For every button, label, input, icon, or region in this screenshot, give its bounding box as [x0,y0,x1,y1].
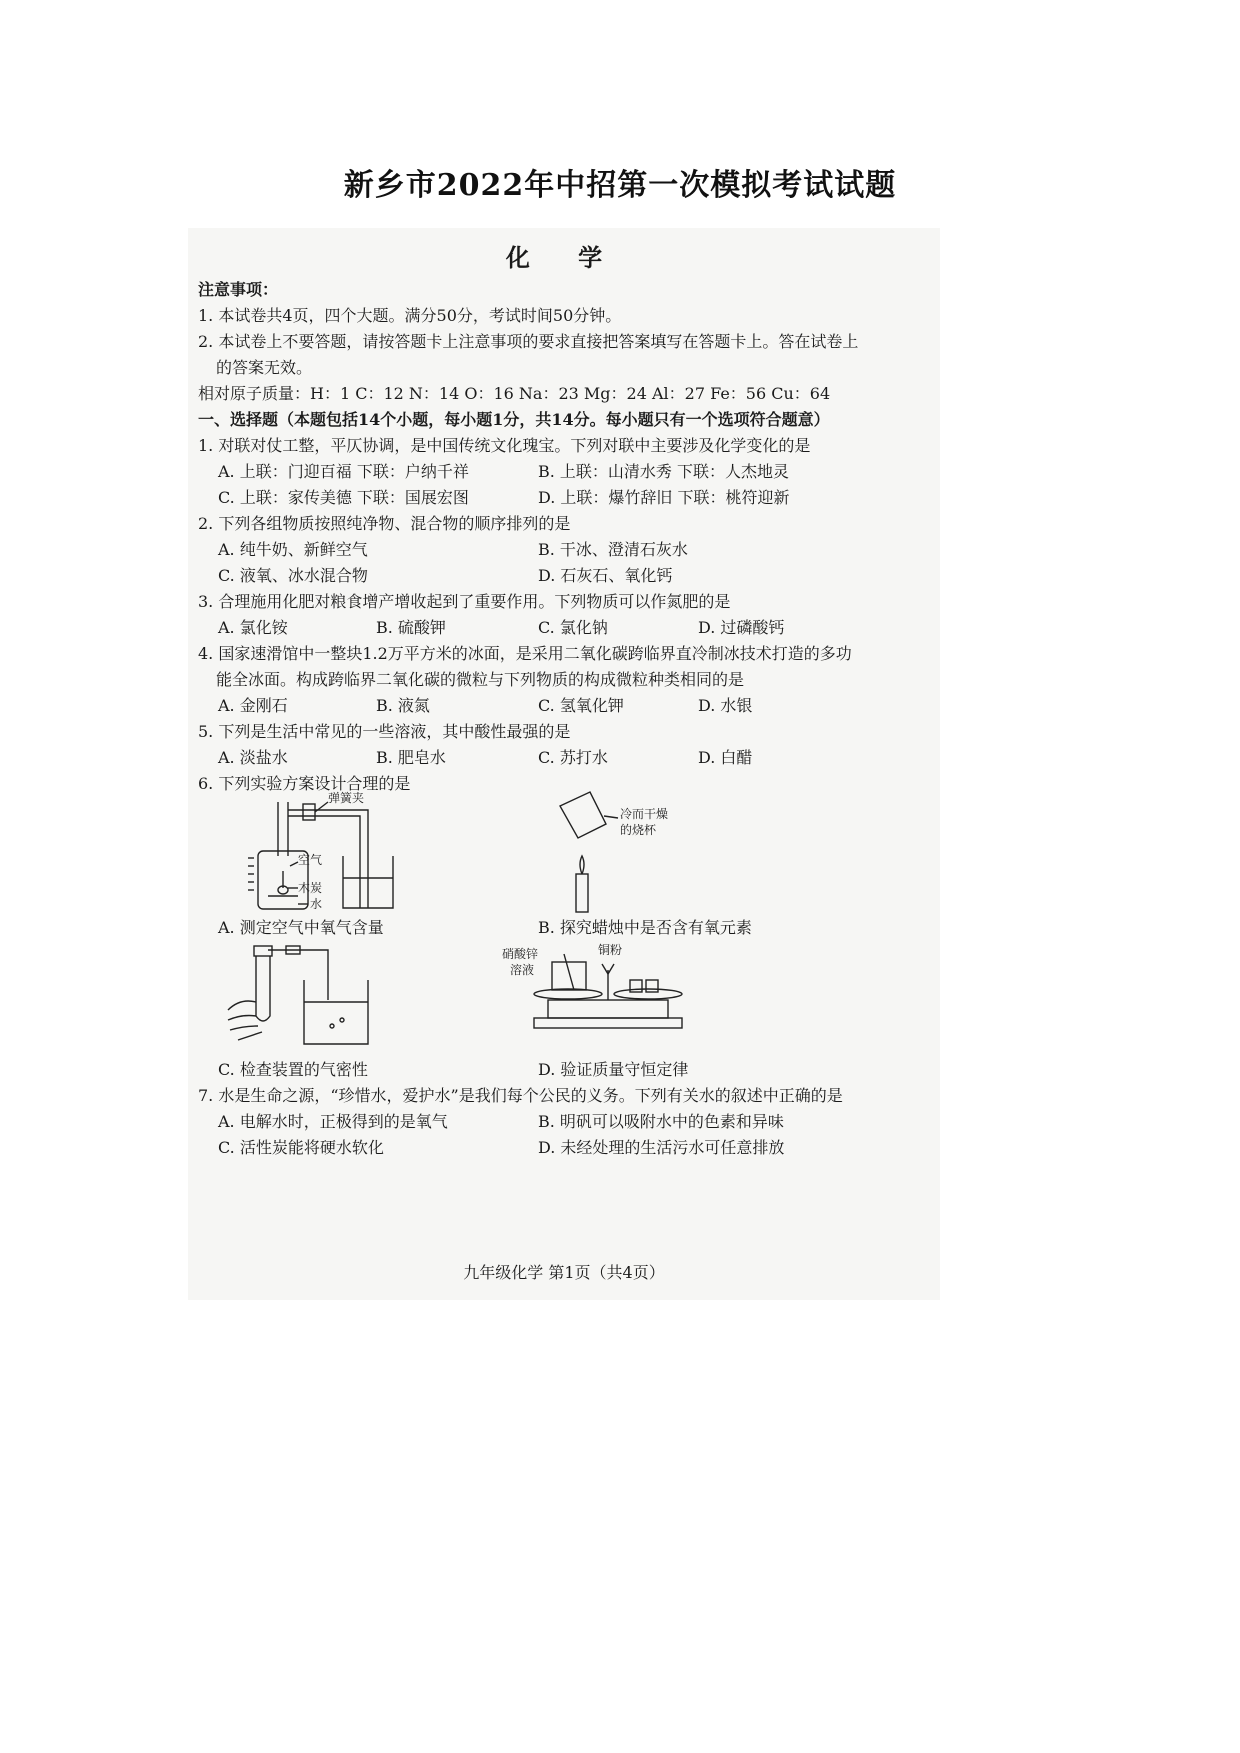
q6-option-d: D. 验证质量守恒定律 [538,1060,689,1079]
q2-option-d: D. 石灰石、氧化钙 [538,566,673,585]
q5-option-d: D. 白醋 [698,748,753,767]
figure-a-oxygen-apparatus [218,791,438,912]
q7-option-d: D. 未经处理的生活污水可任意排放 [538,1138,785,1157]
figure-a-label-spring-clip: 弹簧夹 [328,791,365,805]
q3-option-c: C. 氯化钠 [538,618,608,637]
q6-option-b: B. 探究蜡烛中是否含有氧元素 [538,918,752,937]
figure-d-balance [498,940,718,1052]
figure-d-label-solution: 溶液 [510,963,535,977]
q1-option-d: D. 上联：爆竹辞旧 下联：桃符迎新 [538,488,790,507]
section1-heading: 一、选择题（本题包括14个小题，每小题1分，共14分。每小题只有一个选项符合题意） [198,410,830,429]
exam-title: 新乡市2022年中招第一次模拟考试试题 [343,168,897,203]
figure-d-label-copper-powder: 铜粉 [598,943,623,957]
q4-option-d: D. 水银 [698,696,753,715]
notes-line-3: 的答案无效。 [216,358,313,377]
q2-option-b: B. 干冰、澄清石灰水 [538,540,688,559]
scanned-exam-page [188,228,940,1300]
notes-line-2: 2. 本试卷上不要答题，请按答题卡上注意事项的要求直接把答案填写在答题卡上。答在试卷上 [198,332,859,351]
page-footer: 九年级化学 第1页（共4页） [463,1263,665,1282]
q3-option-a: A. 氯化铵 [218,618,288,637]
q4-option-c: C. 氢氧化钾 [538,696,624,715]
q1-option-b: B. 上联：山清水秀 下联：人杰地灵 [538,462,790,481]
notes-line-1: 1. 本试卷共4页，四个大题。满分50分，考试时间50分钟。 [198,306,622,325]
q3-option-d: D. 过磷酸钙 [698,618,785,637]
q6-option-c: C. 检查装置的气密性 [218,1060,368,1079]
figure-b-label-2: 的烧杯 [620,823,657,837]
q1-option-c: C. 上联：家传美德 下联：国展宏图 [218,488,469,507]
figure-a-label-charcoal: 木炭 [298,881,323,895]
q7-option-a: A. 电解水时，正极得到的是氧气 [218,1112,448,1131]
atomic-masses: 相对原子质量：H：1 C：12 N：14 O：16 Na：23 Mg：24 Al：27 Fe：56 Cu：64 [198,384,831,403]
q7-option-c: C. 活性炭能将硬水软化 [218,1138,384,1157]
figure-a-label-air: 空气 [298,853,323,867]
q1-stem: 1. 对联对仗工整，平仄协调，是中国传统文化瑰宝。下列对联中主要涉及化学变化的是 [198,436,811,455]
q1-option-a: A. 上联：门迎百福 下联：户纳千祥 [218,462,469,481]
figure-c-airtightness-check [218,940,418,1052]
q7-stem: 7. 水是生命之源，“珍惜水，爱护水”是我们每个公民的义务。下列有关水的叙述中正确的是 [198,1086,843,1105]
figure-d-label-zinc-nitrate: 硝酸锌 [502,947,539,961]
q2-stem: 2. 下列各组物质按照纯净物、混合物的顺序排列的是 [198,514,571,533]
q4-stem-line-1: 4. 国家速滑馆中一整块1.2万平方米的冰面，是采用二氧化碳跨临界直冷制冰技术打造的多功 [198,644,852,663]
q5-option-c: C. 苏打水 [538,748,608,767]
q2-option-c: C. 液氧、冰水混合物 [218,566,368,585]
q3-stem: 3. 合理施用化肥对粮食增产增收起到了重要作用。下列物质可以作氮肥的是 [198,592,731,611]
subject-heading: 化 学 [505,243,623,272]
figure-b-label-1: 冷而干燥 [620,807,669,821]
q6-option-a: A. 测定空气中氧气含量 [218,918,384,937]
figure-a-label-water: 水 [310,897,323,911]
q2-option-a: A. 纯牛奶、新鲜空气 [218,540,368,559]
q6-stem: 6. 下列实验方案设计合理的是 [198,774,411,793]
q5-stem: 5. 下列是生活中常见的一些溶液，其中酸性最强的是 [198,722,571,741]
notes-heading: 注意事项： [198,280,279,299]
q3-option-b: B. 硫酸钾 [376,618,446,637]
q7-option-b: B. 明矾可以吸附水中的色素和异味 [538,1112,784,1131]
q4-option-a: A. 金刚石 [218,696,288,715]
q5-option-a: A. 淡盐水 [218,748,288,767]
q4-stem-line-2: 能全冰面。构成跨临界二氧化碳的微粒与下列物质的构成微粒种类相同的是 [216,670,745,689]
q4-option-b: B. 液氮 [376,696,430,715]
q5-option-b: B. 肥皂水 [376,748,446,767]
figure-b-candle-beaker [558,796,758,912]
